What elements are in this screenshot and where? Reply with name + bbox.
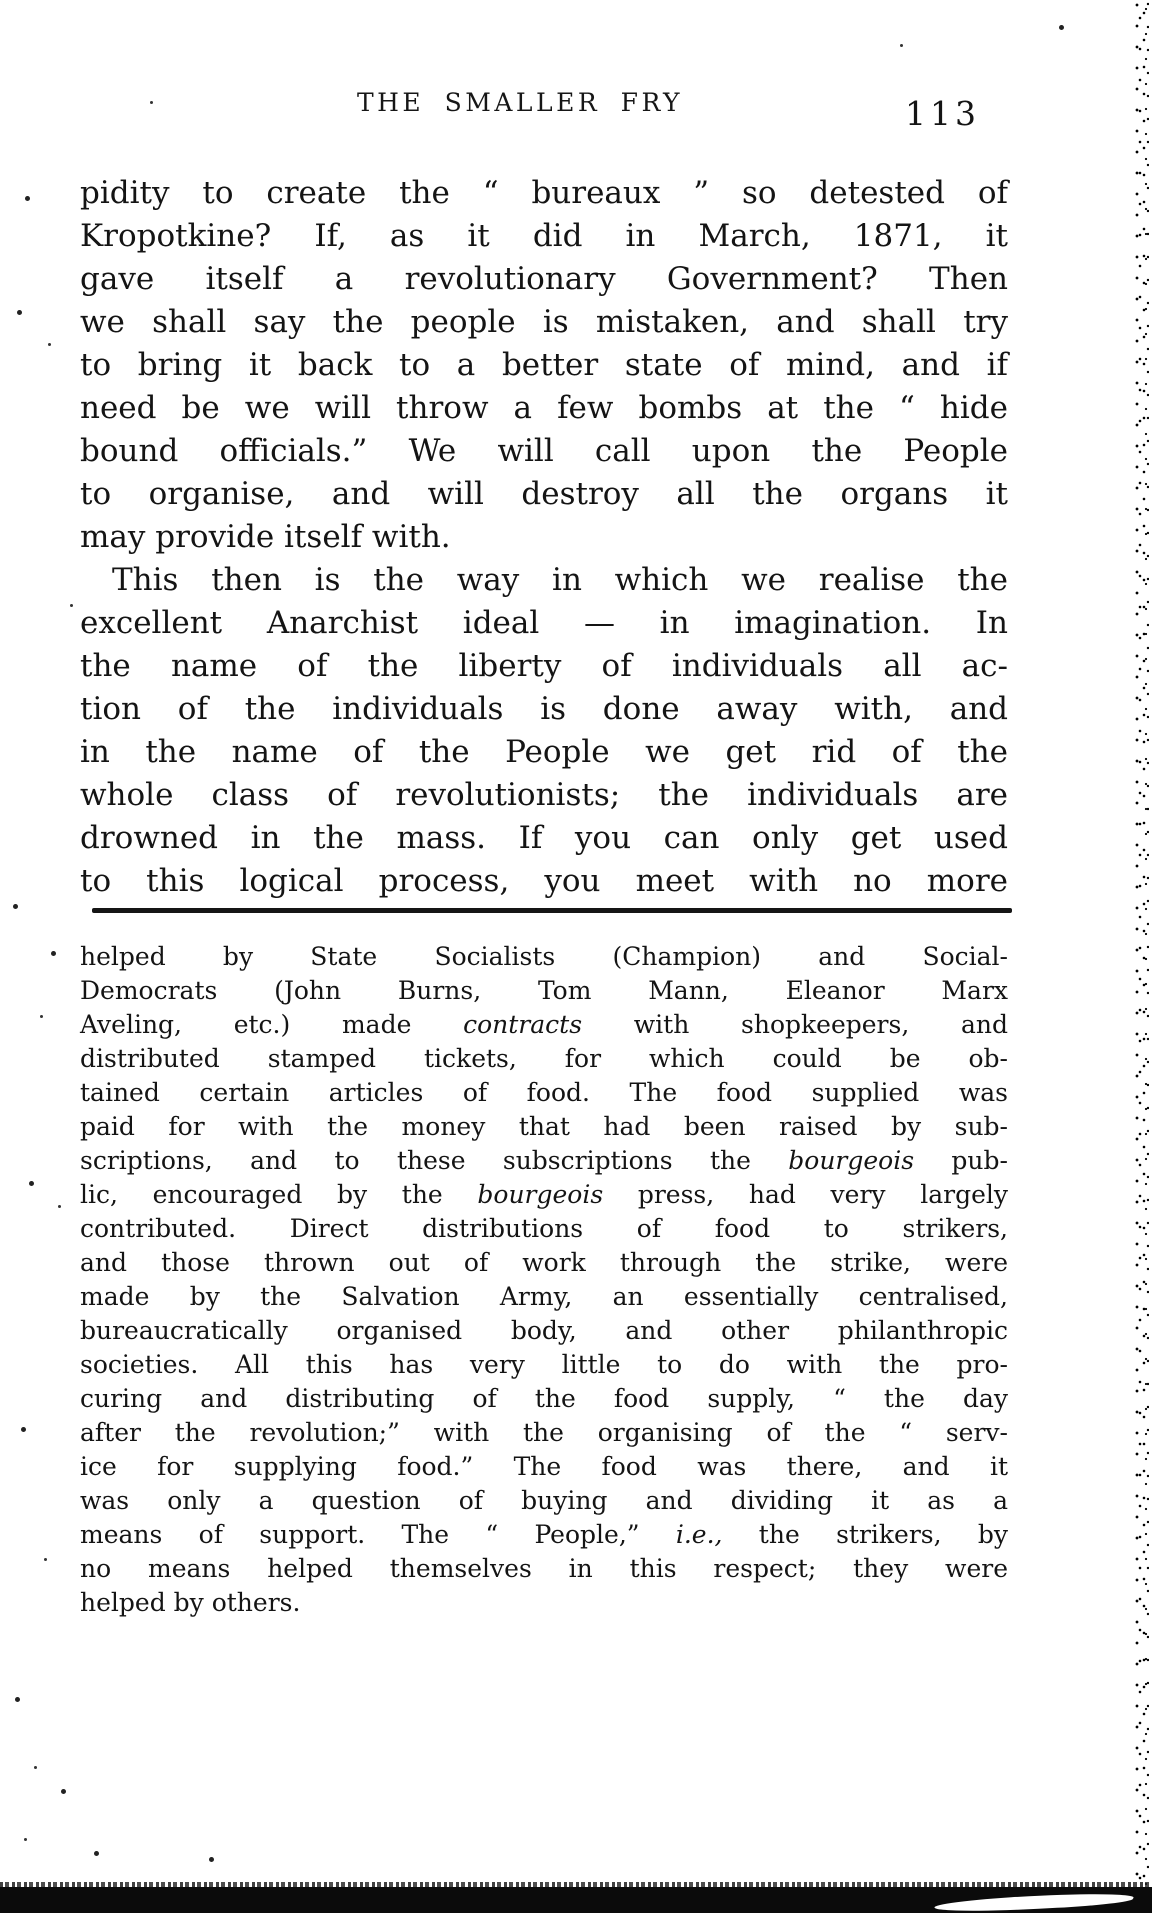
text-line: bound officials.” We will call upon the People (80, 433, 1008, 469)
body-paragraph-1 (80, 172, 1008, 559)
text-line: excellent Anarchist ideal — in imagination. In (80, 605, 1008, 641)
text-line: Aveling, etc.) made contracts with shopkeepers, and (80, 1010, 1008, 1039)
text-line: bureaucratically organised body, and other philanthropic (80, 1316, 1008, 1345)
text-line: Kropotkine? If, as it did in March, 1871, it (80, 218, 1008, 254)
scan-speckles (0, 0, 3, 3)
text-line: lic, encouraged by the bourgeois press, had very largely (80, 1180, 1008, 1209)
text-line: ice for supplying food.” The food was there, and it (80, 1452, 1008, 1481)
text-line: need be we will throw a few bombs at the “ hide (80, 390, 1008, 426)
scan-edge-noise (1133, 0, 1152, 1913)
text-line: distributed stamped tickets, for which could be ob- (80, 1044, 1008, 1073)
body-paragraph-2 (80, 559, 1008, 903)
text-line: to this logical process, you meet with no more (80, 863, 1008, 899)
text-line: gave itself a revolutionary Government? Then (80, 261, 1008, 297)
body-text-block (80, 172, 1008, 903)
text-line: after the revolution;” with the organising of the “ serv- (80, 1418, 1008, 1447)
text-line: tained certain articles of food. The food supplied was (80, 1078, 1008, 1107)
text-line: means of support. The “ People,” i.e., the strikers, by (80, 1520, 1008, 1549)
text-line: and those thrown out of work through the strike, were (80, 1248, 1008, 1277)
text-line: to bring it back to a better state of mind, and if (80, 347, 1008, 383)
text-line: societies. All this has very little to do with the pro- (80, 1350, 1008, 1379)
text-line: paid for with the money that had been raised by sub- (80, 1112, 1008, 1141)
text-line: may provide itself with. (80, 519, 451, 555)
running-head-title: THE SMALLER FRY (356, 88, 684, 117)
text-line: curing and distributing of the food supply, “ the day (80, 1384, 1008, 1413)
footnote-separator-rule (92, 908, 1012, 913)
text-line: the name of the liberty of individuals all ac- (80, 648, 1008, 684)
text-line: contributed. Direct distributions of food to strikers, (80, 1214, 1008, 1243)
text-line: was only a question of buying and dividing it as a (80, 1486, 1008, 1515)
text-line: helped by State Socialists (Champion) and Social- (80, 942, 1008, 971)
text-line: tion of the individuals is done away with, and (80, 691, 1008, 727)
text-line: This then is the way in which we realise the (112, 562, 1008, 598)
text-line: Democrats (John Burns, Tom Mann, Eleanor Marx (80, 976, 1008, 1005)
text-line: to organise, and will destroy all the organs it (80, 476, 1008, 512)
footnote-block (80, 940, 1008, 1620)
text-line: scriptions, and to these subscriptions the bourgeois pub- (80, 1146, 1008, 1175)
text-line: helped by others. (80, 1588, 301, 1617)
text-line: whole class of revolutionists; the individuals are (80, 777, 1008, 813)
text-line: no means helped themselves in this respect; they were (80, 1554, 1008, 1583)
text-line: in the name of the People we get rid of the (80, 734, 1008, 770)
scan-bottom-bar (0, 1887, 1152, 1913)
text-line: we shall say the people is mistaken, and shall try (80, 304, 1008, 340)
text-line: made by the Salvation Army, an essentially centralised, (80, 1282, 1008, 1311)
text-line: pidity to create the “ bureaux ” so detested of (80, 175, 1008, 211)
text-line: drowned in the mass. If you can only get used (80, 820, 1008, 856)
page-number: 113 (905, 94, 980, 133)
